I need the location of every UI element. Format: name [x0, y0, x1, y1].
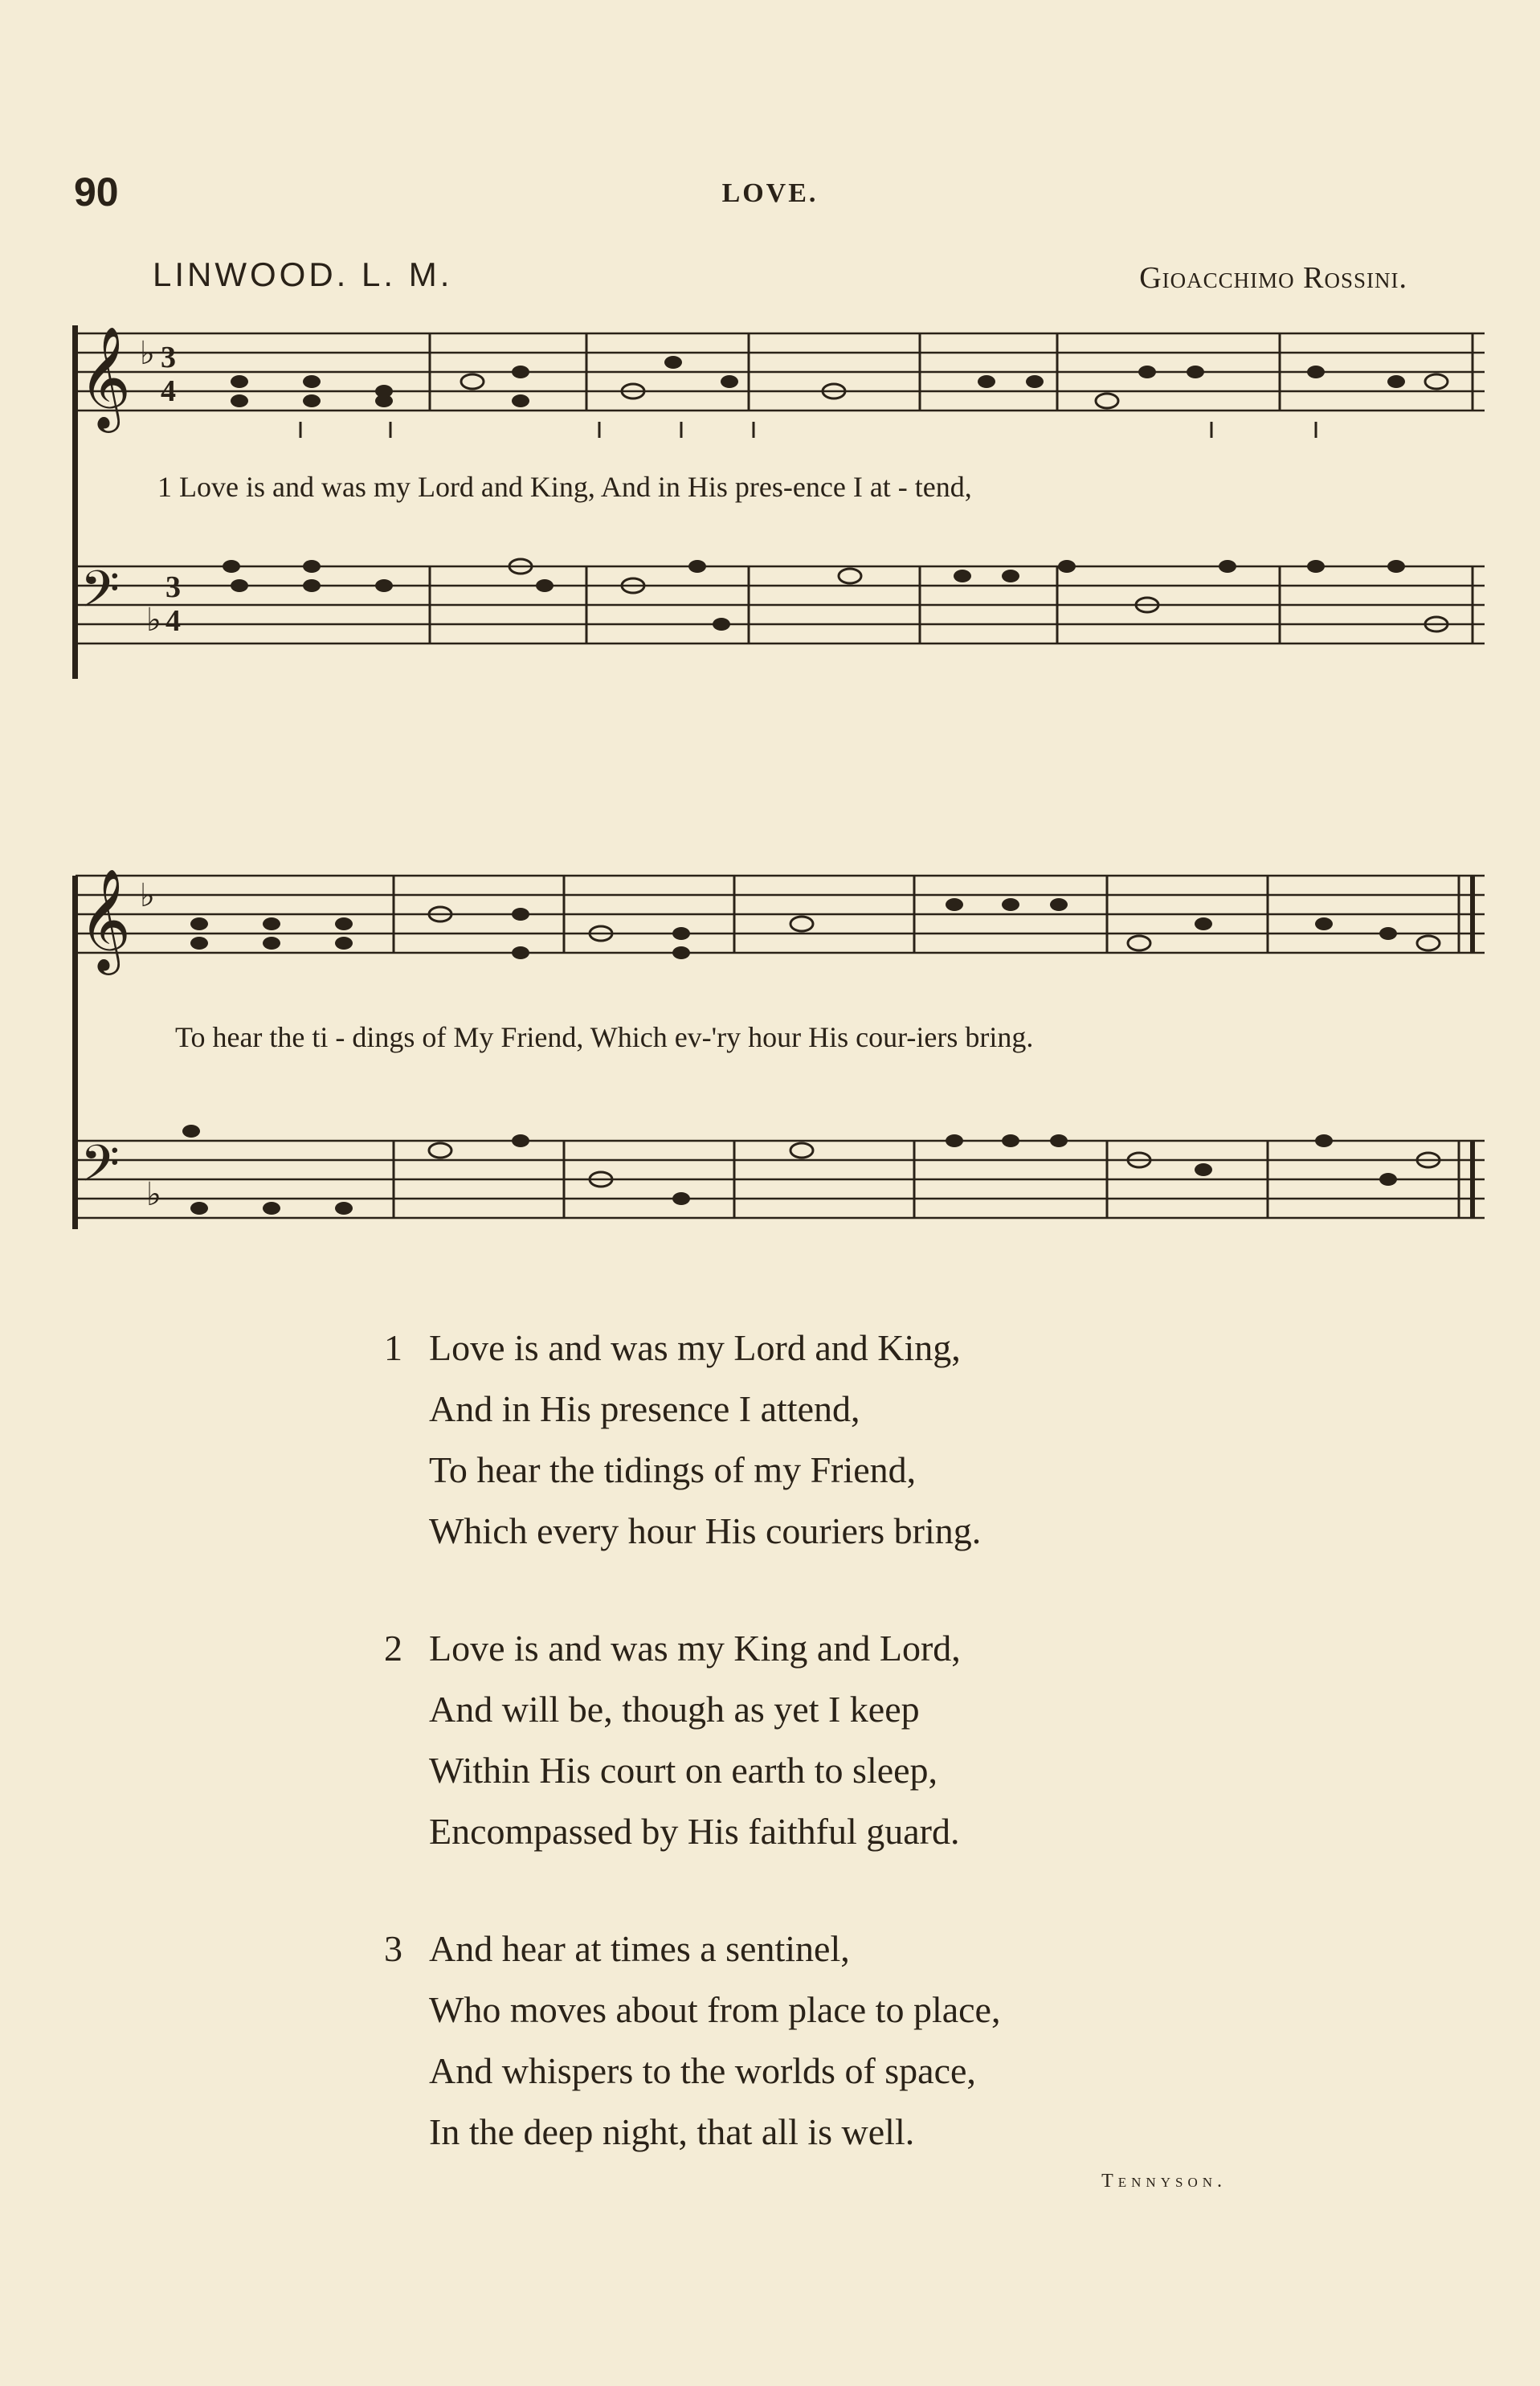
svg-text:4: 4 [165, 604, 181, 638]
underlay-line-1: 1 Love is and was my Lord and King, And in His pres-ence I at - tend, [157, 471, 972, 503]
stanza-line: Which every hour His couriers bring. [429, 1510, 982, 1551]
svg-text:♭: ♭ [146, 602, 161, 639]
stanza-line: Love is and was my King and Lord, [429, 1628, 961, 1669]
music-system-1 [71, 317, 1485, 679]
svg-text:𝄢: 𝄢 [80, 559, 120, 631]
svg-text:𝄞: 𝄞 [79, 325, 132, 428]
composer-name: Gioacchimo Rossini. [1139, 261, 1407, 295]
stanza-line: In the deep night, that all is well. [429, 2111, 915, 2152]
hymn-text [384, 1318, 1348, 2219]
svg-text:𝄢: 𝄢 [80, 1134, 120, 1205]
svg-text:♭: ♭ [140, 335, 155, 372]
stanza-line: Encompassed by His faithful guard. [429, 1811, 960, 1852]
stanza-number: 3 [384, 1928, 402, 1969]
tune-name: LINWOOD. L. M. [153, 255, 453, 293]
stanza-number: 2 [384, 1628, 402, 1669]
svg-text:3: 3 [165, 570, 181, 604]
svg-text:3: 3 [161, 341, 176, 374]
svg-text:4: 4 [161, 374, 176, 408]
treble-staff [71, 860, 1485, 980]
stanza-line: And in His presence I attend, [429, 1388, 860, 1429]
stanza-line: Love is and was my Lord and King, [429, 1327, 961, 1368]
stanza-3 [384, 1918, 1348, 2163]
svg-text:♭: ♭ [146, 1176, 161, 1213]
stanza-number: 1 [384, 1327, 402, 1368]
stanza-line: To hear the tidings of my Friend, [429, 1449, 917, 1490]
bass-staff [71, 1125, 1485, 1253]
system-brace [71, 325, 80, 679]
svg-text:𝄞: 𝄞 [79, 868, 132, 970]
stanza-line: Who moves about from place to place, [429, 1989, 1001, 2030]
music-system-2 [71, 860, 1485, 1245]
stanza-2 [384, 1618, 1348, 1862]
stanza-line: Within His court on earth to sleep, [429, 1750, 938, 1791]
page-number: 90 [74, 170, 119, 214]
system-brace [71, 876, 80, 1229]
stanza-line: And will be, though as yet I keep [429, 1689, 920, 1730]
svg-text:♭: ♭ [140, 877, 155, 914]
running-head: LOVE. [721, 178, 819, 208]
stanza-1 [384, 1318, 1348, 1562]
underlay-line-2: To hear the ti - dings of My Friend, Which ev-'ry hour His cour-iers bring. [175, 1021, 1034, 1053]
bass-staff [71, 550, 1485, 671]
treble-staff [71, 317, 1485, 438]
stanza-line: And hear at times a sentinel, [429, 1928, 850, 1969]
stanza-line: And whispers to the worlds of space, [429, 2050, 976, 2091]
author-attribution: Tennyson. [1101, 2171, 1227, 2192]
